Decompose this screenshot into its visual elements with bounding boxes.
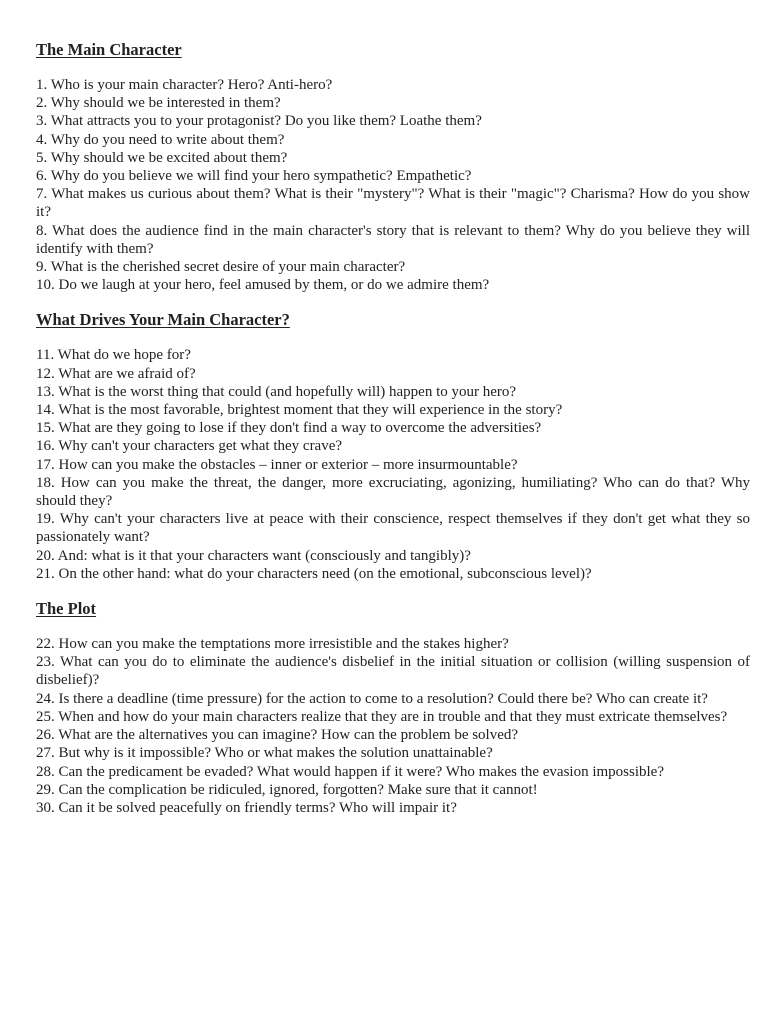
question-item: 8. What does the audience find in the main character's story that is relevant to them? Why do you believe they will identify with them?	[36, 222, 750, 257]
question-item: 22. How can you make the temptations more irresistible and the stakes higher?	[36, 636, 509, 653]
question-item: 28. Can the predicament be evaded? What would happen if it were? Who makes the evasion impossible?	[36, 763, 664, 780]
question-list	[36, 76, 750, 294]
question-item: 4. Why do you need to write about them?	[36, 131, 285, 148]
question-item: 15. What are they going to lose if they don't find a way to overcome the adversities?	[36, 420, 542, 437]
question-item: 29. Can the complication be ridiculed, ignored, forgotten? Make sure that it cannot!	[36, 781, 538, 798]
question-item: 23. What can you do to eliminate the audience's disbelief in the initial situation or collision (willing suspension of disbelief)?	[36, 654, 750, 689]
section-main-character	[36, 40, 750, 294]
question-item: 20. And: what is it that your characters want (consciously and tangibly)?	[36, 547, 471, 564]
question-item: 21. On the other hand: what do your characters need (on the emotional, subconscious level)?	[36, 565, 592, 582]
question-item: 9. What is the cherished secret desire of your main character?	[36, 259, 406, 276]
question-item: 6. Why do you believe we will find your hero sympathetic? Empathetic?	[36, 168, 472, 185]
question-item: 17. How can you make the obstacles – inner or exterior – more insurmountable?	[36, 456, 518, 473]
question-item: 1. Who is your main character? Hero? Anti-hero?	[36, 77, 333, 93]
question-item: 27. But why is it impossible? Who or what makes the solution unattainable?	[36, 745, 493, 762]
question-item: 19. Why can't your characters live at peace with their conscience, respect themselves if they don't get what they so passionately want?	[36, 511, 750, 546]
section-heading: What Drives Your Main Character?	[36, 310, 290, 330]
question-item: 30. Can it be solved peacefully on friendly terms? Who will impair it?	[36, 799, 457, 816]
section-heading: The Plot	[36, 599, 97, 619]
question-item: 5. Why should we be excited about them?	[36, 149, 288, 166]
section-heading: The Main Character	[36, 40, 182, 59]
question-item: 16. Why can't your characters get what they crave?	[36, 438, 343, 455]
question-item: 10. Do we laugh at your hero, feel amused by them, or do we admire them?	[36, 277, 490, 294]
section-what-drives	[36, 310, 750, 583]
question-item: 24. Is there a deadline (time pressure) for the action to come to a resolution? Could there be? Who can create it?	[36, 690, 708, 707]
question-item: 25. When and how do your main characters realize that they are in trouble and that they must extricate themselves?	[36, 708, 728, 725]
question-list	[36, 346, 750, 583]
question-item: 11. What do we hope for?	[36, 347, 191, 364]
question-item: 2. Why should we be interested in them?	[36, 95, 281, 112]
question-item: 7. What makes us curious about them? What is their "mystery"? What is their "magic"? Charisma? How do you show it?	[36, 186, 750, 221]
question-item: 26. What are the alternatives you can imagine? How can the problem be solved?	[36, 727, 519, 744]
question-item: 3. What attracts you to your protagonist? Do you like them? Loathe them?	[36, 113, 482, 130]
question-list	[36, 635, 750, 817]
question-item: 12. What are we afraid of?	[36, 365, 196, 382]
question-item: 18. How can you make the threat, the danger, more excruciating, agonizing, humiliating? Who can do that? Why should they?	[36, 474, 750, 510]
question-item: 14. What is the most favorable, brightest moment that they will experience in the story?	[36, 402, 563, 419]
question-item: 13. What is the worst thing that could (and hopefully will) happen to your hero?	[36, 383, 517, 400]
section-plot	[36, 599, 750, 817]
